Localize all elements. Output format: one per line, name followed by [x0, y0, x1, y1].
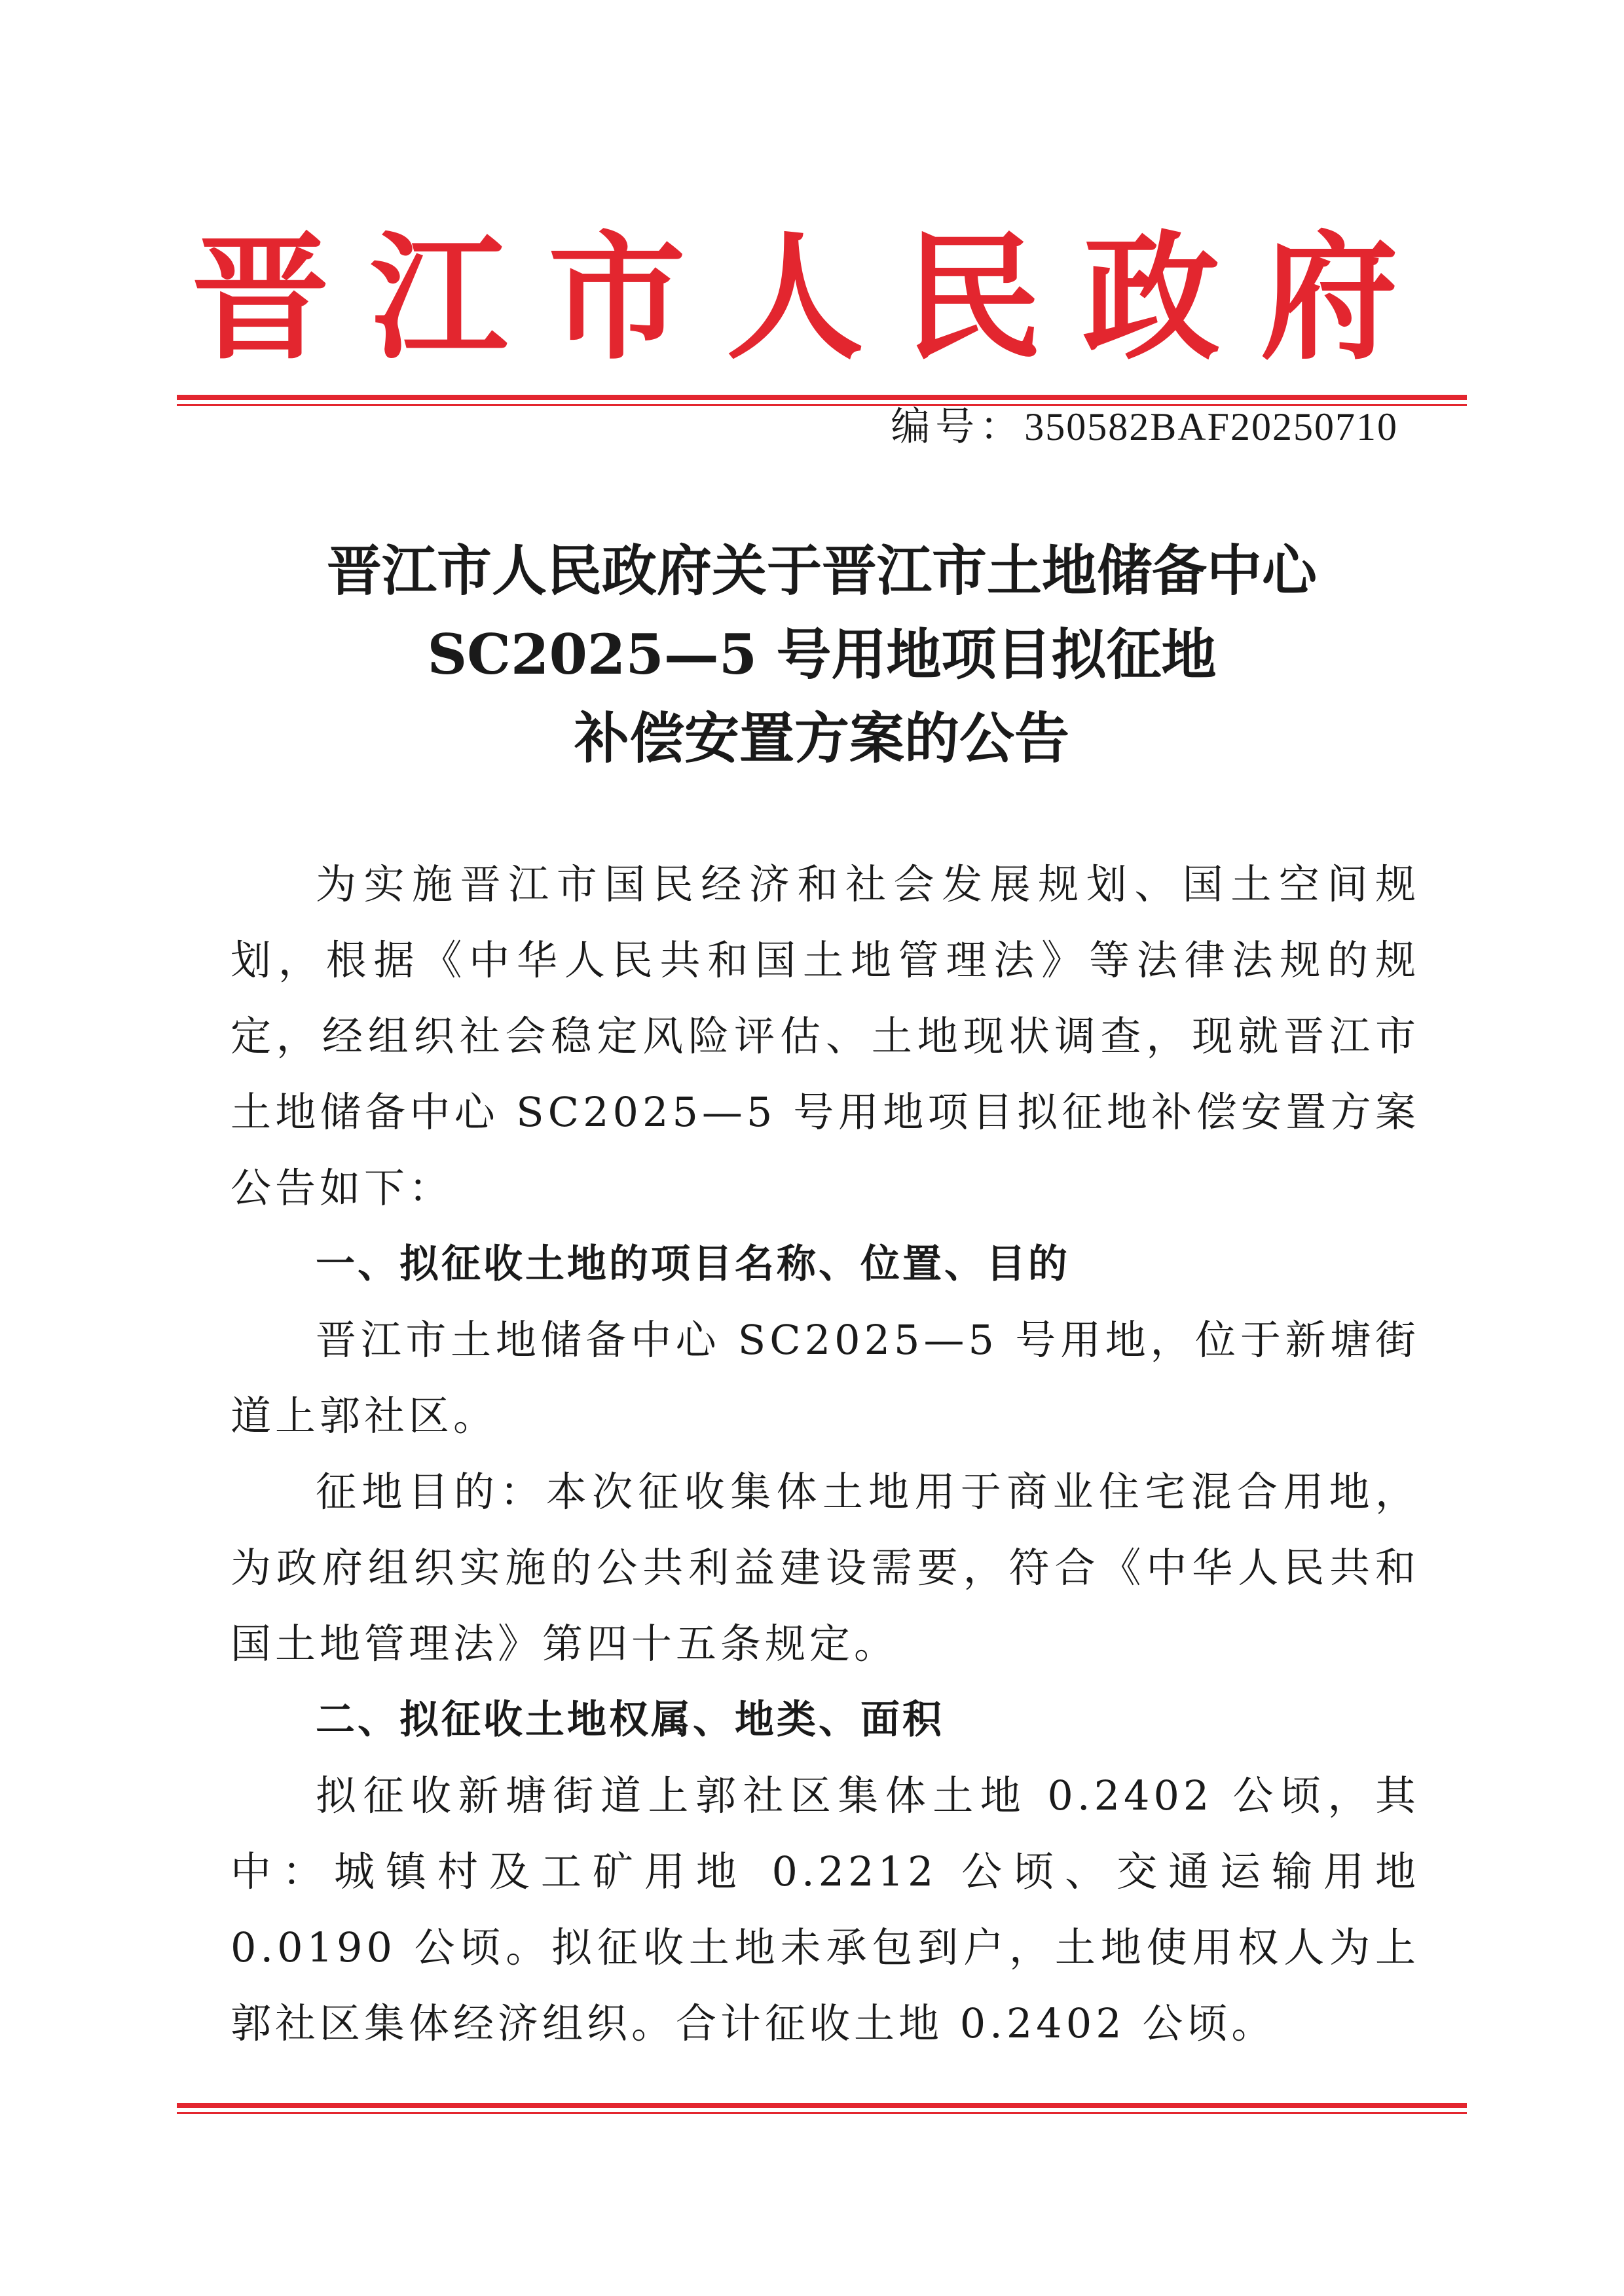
- notice-title-line-2: SC2025—5 号用地项目拟征地: [427, 622, 1217, 687]
- notice-title-line-1: 晋江市人民政府关于晋江市土地储备中心: [326, 538, 1317, 603]
- notice-body: [231, 847, 1420, 2062]
- document-number: [891, 401, 1398, 453]
- section-2-heading: 二、拟征收土地权属、地类、面积: [316, 1697, 944, 1743]
- intro-paragraph: 为实施晋江市国民经济和社会发展规划、国土空间规划，根据《中华人民共和国土地管理法》等法律法规的规定，经组织社会稳定风险评估、土地现状调查，现就晋江市土地储备中心 SC2025—5 号用地项目拟征地补偿安置方案公告如下：: [231, 860, 1420, 1212]
- footer-divider-thin-line: [177, 2112, 1467, 2114]
- issuer-masthead: 晋江市人民政府: [191, 217, 1439, 378]
- footer-divider: [177, 2103, 1467, 2114]
- section-1-location-paragraph: 晋江市土地储备中心 SC2025—5 号用地，位于新塘街道上郭社区。: [231, 1316, 1420, 1440]
- section-2-area-paragraph: 拟征收新塘街道上郭社区集体土地 0.2402 公顷，其中：城镇村及工矿用地 0.2212 公顷、交通运输用地 0.0190 公顷。拟征收土地未承包到户，土地使用权人为上郭社区集体经济组织。合计征收土地 0.2402 公顷。: [231, 1772, 1420, 2047]
- header-divider-thick-line: [177, 395, 1467, 400]
- footer-divider-thick-line: [177, 2103, 1467, 2108]
- section-1-heading: 一、拟征收土地的项目名称、位置、目的: [316, 1241, 1070, 1287]
- document-number-label: 编号：: [891, 405, 1025, 448]
- notice-title-line-3: 补偿安置方案的公告: [574, 706, 1069, 771]
- notice-title: [177, 529, 1467, 780]
- document-number-value: 350582BAF20250710: [1024, 405, 1398, 448]
- section-1-purpose-paragraph: 征地目的：本次征收集体土地用于商业住宅混合用地，为政府组织实施的公共利益建设需要，符合《中华人民共和国土地管理法》第四十五条规定。: [231, 1468, 1420, 1667]
